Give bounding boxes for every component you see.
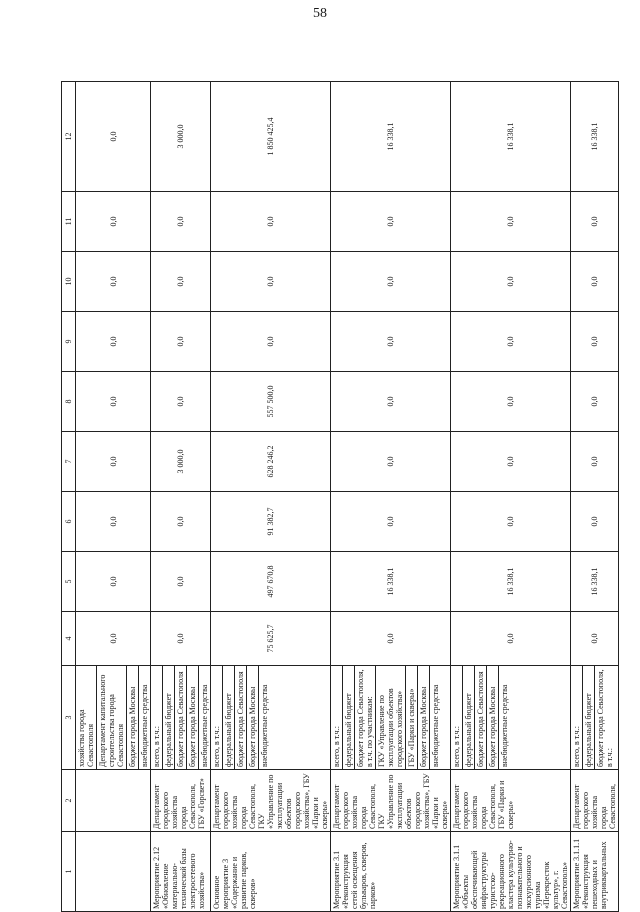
value-cell: 0,0 bbox=[331, 312, 451, 372]
funding-source-line: бюджет города Севастополя bbox=[235, 666, 247, 769]
value-cell: 0,0 bbox=[331, 612, 451, 666]
value-cell: 16 338,1 bbox=[331, 82, 451, 192]
header-cell: 10 bbox=[62, 252, 76, 312]
value-cell: 0,0 bbox=[151, 192, 211, 252]
value-cell: 0,0 bbox=[451, 372, 571, 432]
value-cell: 0,0 bbox=[571, 612, 619, 666]
funding-source-cell bbox=[451, 666, 571, 770]
value-cell: 0,0 bbox=[571, 252, 619, 312]
value-cell: 0,0 bbox=[151, 552, 211, 612]
value-cell: 0,0 bbox=[451, 612, 571, 666]
budget-table bbox=[61, 81, 619, 912]
table-row bbox=[76, 82, 151, 912]
executor-cell: Департамент городского хозяйства города Севастополя, ГКУ «Управление по эксплуатации объектов городского хозяйства», ГБУ «Парки и скверы» bbox=[211, 770, 331, 832]
value-cell: 16 338,1 bbox=[571, 82, 619, 192]
funding-source-cell bbox=[571, 666, 619, 770]
value-cell: 0,0 bbox=[451, 252, 571, 312]
funding-source-line: всего, в т.ч.: bbox=[151, 666, 163, 769]
header-cell: 6 bbox=[62, 492, 76, 552]
value-cell: 0,0 bbox=[211, 192, 331, 252]
value-cell: 1 850 425,4 bbox=[211, 82, 331, 192]
funding-source-line: бюджет города Москвы bbox=[127, 666, 139, 769]
value-cell: 0,0 bbox=[76, 82, 151, 192]
header-cell: 8 bbox=[62, 372, 76, 432]
value-cell: 0,0 bbox=[331, 432, 451, 492]
value-cell: 0,0 bbox=[451, 312, 571, 372]
header-cell: 9 bbox=[62, 312, 76, 372]
funding-source-cell bbox=[76, 666, 151, 770]
funding-source-line: бюджет города Севастополя bbox=[175, 666, 187, 769]
funding-source-cell bbox=[151, 666, 211, 770]
funding-source-line: всего, в т.ч.: bbox=[451, 666, 463, 769]
value-cell: 16 338,1 bbox=[451, 82, 571, 192]
value-cell: 0,0 bbox=[76, 312, 151, 372]
funding-source-line: внебюджетные средства bbox=[200, 684, 209, 767]
value-cell: 0,0 bbox=[211, 312, 331, 372]
funding-source-line: внебюджетные средства bbox=[260, 684, 269, 767]
funding-source-line: всего, в т.ч.: bbox=[211, 666, 223, 769]
value-cell: 0,0 bbox=[211, 252, 331, 312]
value-cell: 557 500,0 bbox=[211, 372, 331, 432]
value-cell: 75 625,7 bbox=[211, 612, 331, 666]
executor-cell: Департамент городского хозяйства города Севастополя, ГБУ «Парки и скверы» bbox=[451, 770, 571, 832]
funding-source-line: бюджет города Москвы bbox=[187, 666, 199, 769]
executor-cell bbox=[76, 770, 151, 832]
value-cell: 0,0 bbox=[451, 492, 571, 552]
value-cell: 0,0 bbox=[151, 372, 211, 432]
funding-source-line: федеральный бюджет bbox=[223, 666, 235, 769]
funding-source-line: бюджет города Москвы bbox=[487, 666, 499, 769]
funding-source-line: Департамент капитального строительства города Севастополя bbox=[97, 666, 127, 769]
funding-source-line: всего, в т.ч.: bbox=[571, 666, 583, 769]
value-cell: 0,0 bbox=[331, 492, 451, 552]
value-cell: 0,0 bbox=[451, 192, 571, 252]
measure-name-cell: Мероприятие 3.1 «Реконструкция сетей освещения бульваров, скверов, парков» bbox=[331, 832, 451, 912]
funding-source-line: федеральный бюджет bbox=[583, 666, 595, 769]
value-cell: 0,0 bbox=[76, 372, 151, 432]
executor-cell: Департамент городского хозяйства города Севастополя, bbox=[571, 770, 619, 832]
page-number: 58 bbox=[313, 6, 327, 21]
value-cell: 0,0 bbox=[451, 432, 571, 492]
value-cell: 0,0 bbox=[151, 612, 211, 666]
value-cell: 16 338,1 bbox=[451, 552, 571, 612]
value-cell: 0,0 bbox=[76, 612, 151, 666]
funding-source-line: бюджет города Севастополя, в т.ч.: bbox=[596, 669, 614, 767]
funding-source-line: ГКУ «Управление по эксплуатации объектов городского хозяйства» bbox=[376, 666, 406, 769]
value-cell: 0,0 bbox=[571, 312, 619, 372]
value-cell: 0,0 bbox=[571, 372, 619, 432]
measure-name-cell: Мероприятие 2.12 «Обновление материально-технической базы электросетевого хозяйства» bbox=[151, 832, 211, 912]
funding-source-line: внебюджетные средства bbox=[431, 684, 440, 767]
funding-source-cell bbox=[211, 666, 331, 770]
value-cell: 0,0 bbox=[76, 552, 151, 612]
funding-source-line: бюджет города Севастополя bbox=[475, 666, 487, 769]
funding-source-line: всего, в т.ч.: bbox=[331, 666, 343, 769]
header-cell: 3 bbox=[62, 666, 76, 770]
value-cell: 0,0 bbox=[571, 432, 619, 492]
value-cell: 91 382,7 bbox=[211, 492, 331, 552]
funding-source-line: хозяйства города Севастополя bbox=[76, 666, 97, 769]
value-cell: 16 338,1 bbox=[331, 552, 451, 612]
funding-source-line: бюджет города Москвы bbox=[418, 666, 430, 769]
value-cell: 0,0 bbox=[151, 312, 211, 372]
table-row bbox=[571, 82, 619, 912]
value-cell: 0,0 bbox=[151, 492, 211, 552]
funding-source-line: федеральный бюджет bbox=[463, 666, 475, 769]
measure-name-cell bbox=[76, 832, 151, 912]
executor-cell: Департамент городского хозяйства города Севастополя, ГБУ «Горсвет» bbox=[151, 770, 211, 832]
measure-name-cell: Основное мероприятие 3 «Содержание и развитие парков, скверов» bbox=[211, 832, 331, 912]
funding-source-line: бюджет города Севастополя, в т.ч. по участникам: bbox=[355, 666, 376, 769]
measure-name-cell: Мероприятие 3.1.1 «Объекты обеспечивающей инфраструктуры туристско-рекреационного кластера культурно-познавательного и экскурсионного туризма «Перекресток культур», г. Севастополь» bbox=[451, 832, 571, 912]
funding-source-line: федеральный бюджет bbox=[163, 666, 175, 769]
value-cell: 0,0 bbox=[76, 432, 151, 492]
value-cell: 0,0 bbox=[76, 492, 151, 552]
funding-source-cell bbox=[331, 666, 451, 770]
header-cell: 4 bbox=[62, 612, 76, 666]
header-cell: 1 bbox=[62, 832, 76, 912]
value-cell: 0,0 bbox=[571, 192, 619, 252]
value-cell: 497 670,8 bbox=[211, 552, 331, 612]
table-body bbox=[76, 82, 619, 912]
rotated-table-container bbox=[61, 82, 617, 912]
table-row bbox=[331, 82, 451, 912]
value-cell: 0,0 bbox=[151, 252, 211, 312]
funding-source-line: внебюджетные средства bbox=[500, 684, 509, 767]
executor-cell: Департамент городского хозяйства города Севастополя, ГКУ «Управление по эксплуатации объектов городского хозяйства», ГБУ «Парки и скверы» bbox=[331, 770, 451, 832]
value-cell: 0,0 bbox=[331, 252, 451, 312]
header-cell: 2 bbox=[62, 770, 76, 832]
header-row bbox=[62, 82, 76, 912]
table-row bbox=[451, 82, 571, 912]
funding-source-line: внебюджетные средства bbox=[140, 684, 149, 767]
table-row bbox=[151, 82, 211, 912]
value-cell: 16 338,1 bbox=[571, 552, 619, 612]
value-cell: 0,0 bbox=[331, 192, 451, 252]
measure-name-cell: Мероприятие 3.1.1.1 «Реконструкция пешеходных и внутриквартальных bbox=[571, 832, 619, 912]
value-cell: 0,0 bbox=[571, 492, 619, 552]
funding-source-line: ГБУ «Парки и скверы» bbox=[406, 666, 418, 769]
header-cell: 12 bbox=[62, 82, 76, 192]
value-cell: 3 000,0 bbox=[151, 432, 211, 492]
value-cell: 0,0 bbox=[76, 192, 151, 252]
header-cell: 5 bbox=[62, 552, 76, 612]
header-cell: 7 bbox=[62, 432, 76, 492]
value-cell: 0,0 bbox=[76, 252, 151, 312]
value-cell: 3 000,0 bbox=[151, 82, 211, 192]
table-row bbox=[211, 82, 331, 912]
funding-source-line: бюджет города Москвы bbox=[247, 666, 259, 769]
value-cell: 628 246,2 bbox=[211, 432, 331, 492]
header-cell: 11 bbox=[62, 192, 76, 252]
funding-source-line: федеральный бюджет bbox=[343, 666, 355, 769]
value-cell: 0,0 bbox=[331, 372, 451, 432]
